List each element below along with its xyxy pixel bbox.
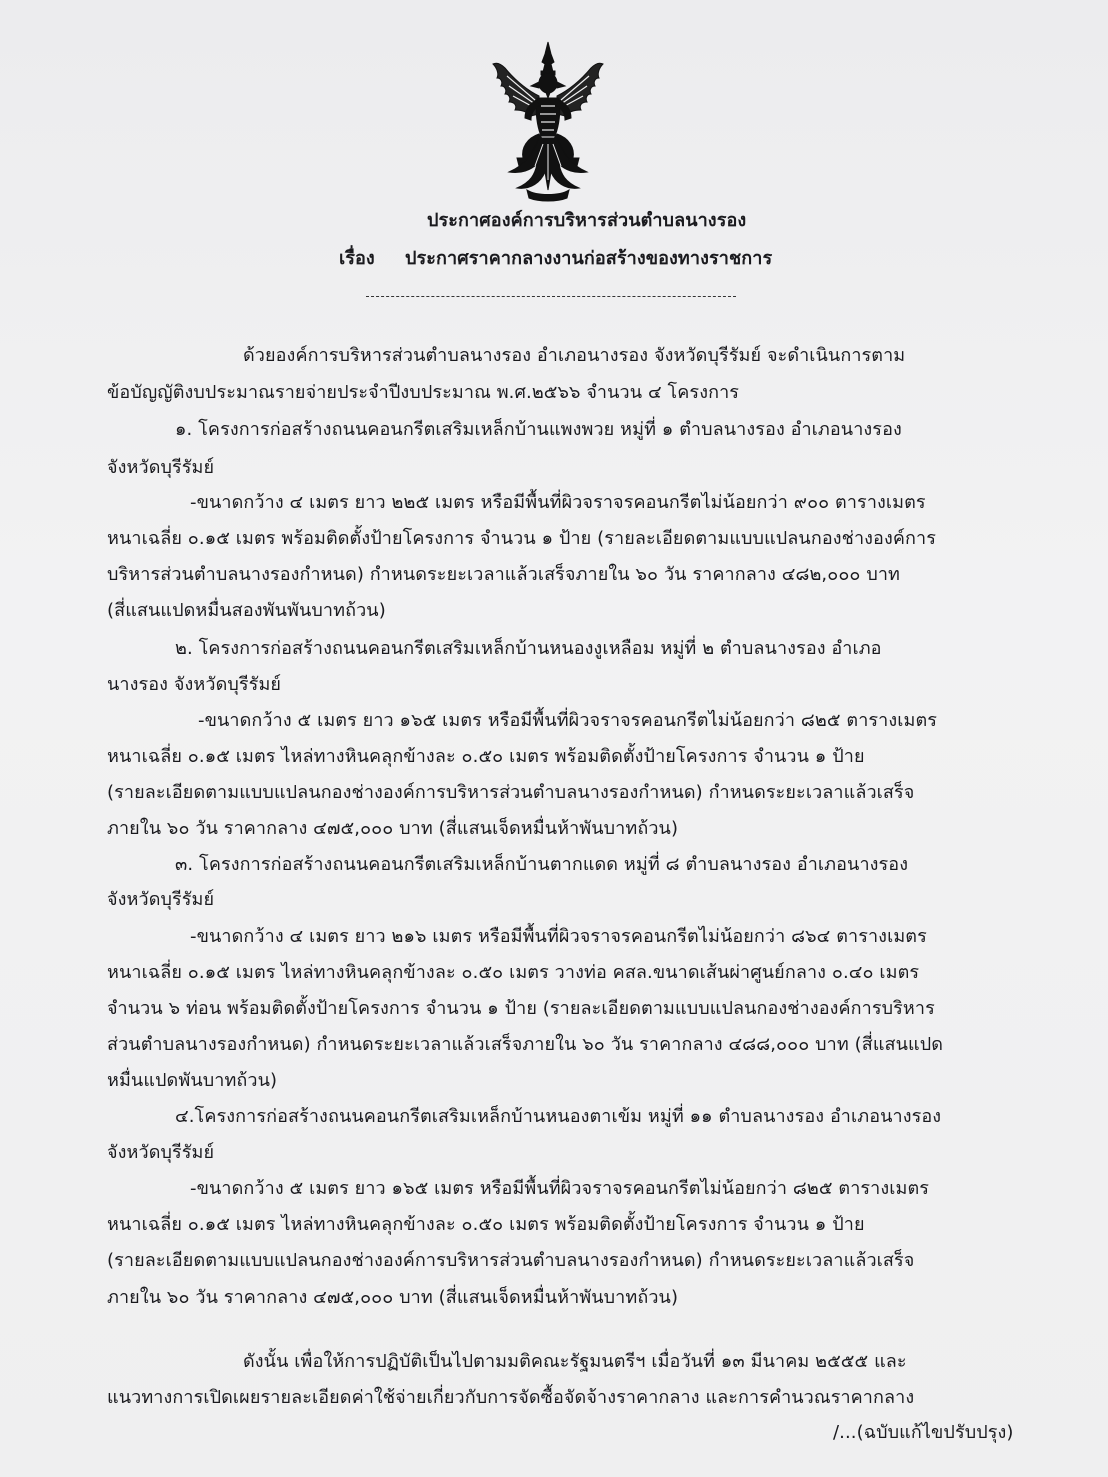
body-line: จังหวัดบุรีรัมย์ [107, 1142, 215, 1163]
body-line: ภายใน ๖๐ วัน ราคากลาง ๔๗๕,๐๐๐ บาท (สี่แสนเจ็ดหมื่นห้าพันบาทถ้วน) [107, 1287, 679, 1308]
continuation-note: /...(ฉบับแก้ไขปรับปรุง) [833, 1422, 1014, 1443]
body-line: ๔.โครงการก่อสร้างถนนคอนกรีตเสริมเหล็กบ้านหนองตาเข้ม หมู่ที่ ๑๑ ตำบลนางรอง อำเภอนางรอง [175, 1106, 942, 1127]
body-line: จำนวน ๖ ท่อน พร้อมติดตั้งป้ายโครงการ จำนวน ๑ ป้าย (รายละเอียดตามแบบแปลนกองช่างองค์การบริหาร [107, 998, 935, 1019]
body-line: หนาเฉลี่ย ๐.๑๕ เมตร ไหล่ทางหินคลุกข้างละ ๐.๕๐ เมตร พร้อมติดตั้งป้ายโครงการ จำนวน ๑ ป้าย [107, 746, 865, 767]
body-line: ๓. โครงการก่อสร้างถนนคอนกรีตเสริมเหล็กบ้านตากแดด หมู่ที่ ๘ ตำบลนางรอง อำเภอนางรอง [175, 854, 909, 875]
garuda-emblem-icon [487, 40, 609, 202]
body-line: หมื่นแปดพันบาทถ้วน) [107, 1070, 278, 1091]
page-title: ประกาศองค์การบริหารส่วนตำบลนางรอง [427, 210, 747, 231]
body-line: -ขนาดกว้าง ๕ เมตร ยาว ๑๖๕ เมตร หรือมีพื้นที่ผิวจราจรคอนกรีตไม่น้อยกว่า ๘๒๕ ตารางเมตร [198, 710, 938, 731]
body-line: นางรอง จังหวัดบุรีรัมย์ [107, 674, 282, 695]
body-line: (รายละเอียดตามแบบแปลนกองช่างองค์การบริหารส่วนตำบลนางรองกำหนด) กำหนดระยะเวลาแล้วเสร็จ [107, 782, 915, 803]
body-line: (รายละเอียดตามแบบแปลนกองช่างองค์การบริหารส่วนตำบลนางรองกำหนด) กำหนดระยะเวลาแล้วเสร็จ [107, 1250, 915, 1271]
body-line: จังหวัดบุรีรัมย์ [107, 889, 215, 910]
body-line: หนาเฉลี่ย ๐.๑๕ เมตร ไหล่ทางหินคลุกข้างละ ๐.๕๐ เมตร พร้อมติดตั้งป้ายโครงการ จำนวน ๑ ป้าย [107, 1214, 865, 1235]
separator-line [366, 296, 736, 297]
body-line: ภายใน ๖๐ วัน ราคากลาง ๔๗๕,๐๐๐ บาท (สี่แสนเจ็ดหมื่นห้าพันบาทถ้วน) [107, 818, 679, 839]
body-line: ดังนั้น เพื่อให้การปฏิบัติเป็นไปตามมติคณะรัฐมนตรีฯ เมื่อวันที่ ๑๓ มีนาคม ๒๕๕๕ และ [243, 1351, 907, 1372]
body-line: บริหารส่วนตำบลนางรองกำหนด) กำหนดระยะเวลาแล้วเสร็จภายใน ๖๐ วัน ราคากลาง ๔๘๒,๐๐๐ บาท [107, 564, 901, 585]
body-line: ข้อบัญญัติงบประมาณรายจ่ายประจำปีงบประมาณ พ.ศ.๒๕๖๖ จำนวน ๔ โครงการ [107, 382, 740, 403]
body-line: (สี่แสนแปดหมื่นสองพันพันบาทถ้วน) [107, 600, 386, 621]
body-line: ๒. โครงการก่อสร้างถนนคอนกรีตเสริมเหล็กบ้านหนองงูเหลือม หมู่ที่ ๒ ตำบลนางรอง อำเภอ [175, 638, 882, 659]
body-line: -ขนาดกว้าง ๔ เมตร ยาว ๒๑๖ เมตร หรือมีพื้นที่ผิวจราจรคอนกรีตไม่น้อยกว่า ๘๖๔ ตารางเมตร [190, 926, 927, 947]
body-line: -ขนาดกว้าง ๕ เมตร ยาว ๑๖๕ เมตร หรือมีพื้นที่ผิวจราจรคอนกรีตไม่น้อยกว่า ๘๒๕ ตารางเมตร [190, 1178, 930, 1199]
body-line: ด้วยองค์การบริหารส่วนตำบลนางรอง อำเภอนางรอง จังหวัดบุรีรัมย์ จะดำเนินการตาม [243, 345, 906, 366]
body-line: แนวทางการเปิดเผยรายละเอียดค่าใช้จ่ายเกี่ยวกับการจัดซื้อจัดจ้างราคากลาง และการคำนวณราคากลาง [107, 1387, 915, 1408]
body-line: ส่วนตำบลนางรองกำหนด) กำหนดระยะเวลาแล้วเสร็จภายใน ๖๐ วัน ราคากลาง ๔๘๘,๐๐๐ บาท (สี่แสนแปด [107, 1034, 944, 1055]
body-line: หนาเฉลี่ย ๐.๑๕ เมตร พร้อมติดตั้งป้ายโครงการ จำนวน ๑ ป้าย (รายละเอียดตามแบบแปลนกองช่างองค์การ [107, 528, 936, 549]
body-line: หนาเฉลี่ย ๐.๑๕ เมตร ไหล่ทางหินคลุกข้างละ ๐.๕๐ เมตร วางท่อ คสล.ขนาดเส้นผ่าศูนย์กลาง ๐.๔๐ เมตร [107, 962, 920, 983]
body-line: ๑. โครงการก่อสร้างถนนคอนกรีตเสริมเหล็กบ้านแพงพวย หมู่ที่ ๑ ตำบลนางรอง อำเภอนางรอง [175, 419, 902, 440]
subject-text: ประกาศราคากลางงานก่อสร้างของทางราชการ [405, 248, 773, 269]
body-line: -ขนาดกว้าง ๔ เมตร ยาว ๒๒๕ เมตร หรือมีพื้นที่ผิวจราจรคอนกรีตไม่น้อยกว่า ๙๐๐ ตารางเมตร [190, 492, 926, 513]
subject-label: เรื่อง [339, 248, 375, 269]
body-line: จังหวัดบุรีรัมย์ [107, 457, 215, 478]
